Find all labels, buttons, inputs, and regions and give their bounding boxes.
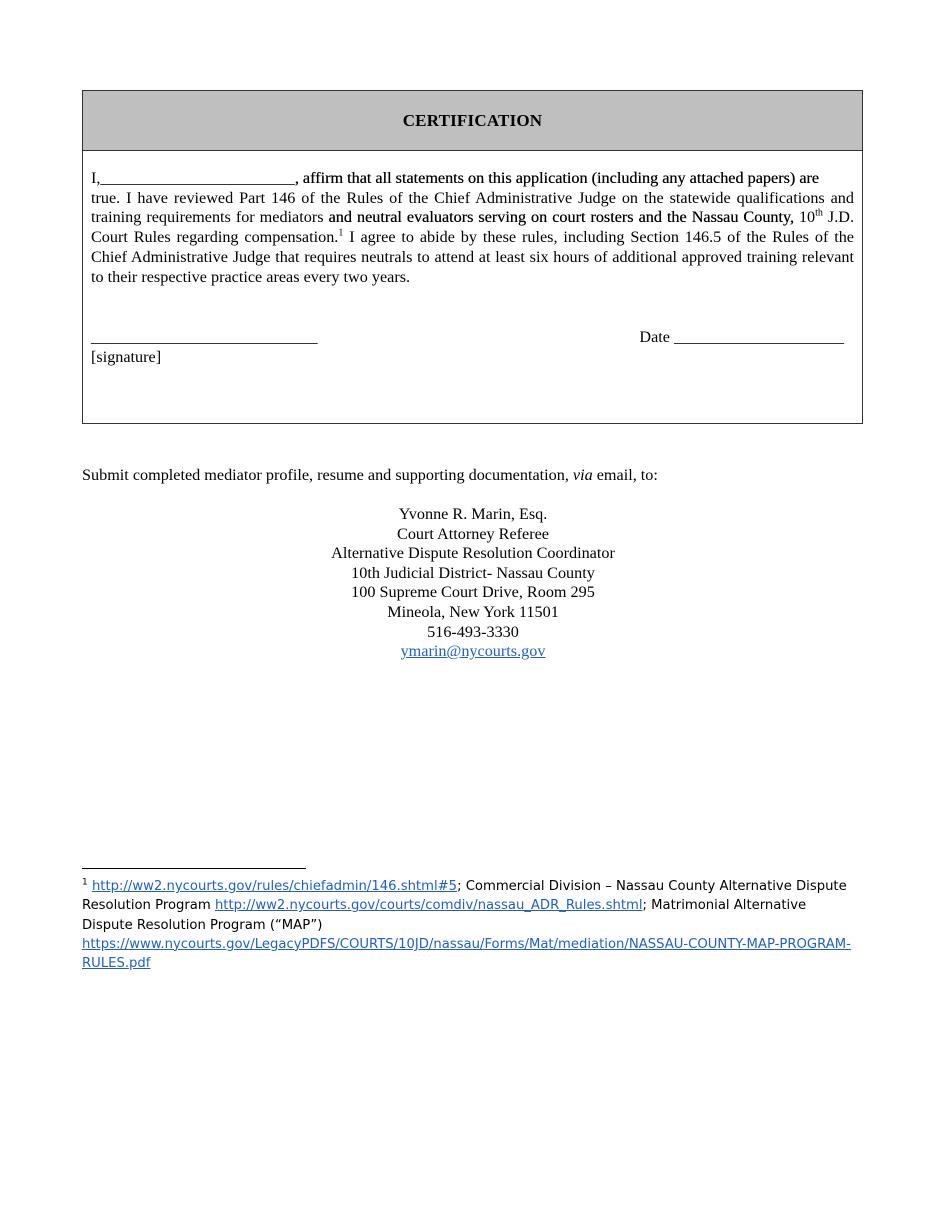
certification-statement	[83, 151, 862, 287]
statement-text-1: true. I have reviewed Part 146 of the Rules of the Chief Administrative Judge on the statewide qualifications and training requirements for mediators	[91, 188, 854, 227]
certification-box	[82, 90, 863, 424]
contact-address	[0, 505, 946, 662]
certification-title: CERTIFICATION	[83, 91, 862, 151]
statement-text-4: I agree to abide by these rules, including Section 146.5 of the Rules of the Chief Administrative Judge that requires neutrals to attend at least six hours of additional approved training relevant to their respective practice areas every two years.	[91, 228, 854, 286]
submission-text: Submit completed mediator profile, resume and supporting documentation,	[82, 466, 573, 484]
ordinal-suffix: th	[815, 208, 823, 220]
contact-district: 10th Judicial District- Nassau County	[351, 563, 595, 582]
footnote-number: 1	[82, 877, 88, 888]
statement-text-3b: J.D. Court Rules regarding compensation.	[91, 208, 855, 247]
submission-instructions	[82, 465, 658, 485]
date-field[interactable]	[639, 327, 844, 347]
statement-text-3: 10	[793, 208, 816, 227]
signature-line[interactable]: ____________________________	[91, 328, 318, 346]
signature-label: [signature]	[91, 348, 162, 366]
footnote	[82, 877, 854, 973]
contact-role: Alternative Dispute Resolution Coordinator	[331, 544, 615, 563]
footnote-link-146-rules[interactable]: http://ww2.nycourts.gov/rules/chiefadmin/146.shtml#5	[91, 879, 458, 894]
contact-name: Yvonne R. Marin, Esq.	[398, 505, 548, 523]
statement-text-2: and neutral evaluators serving on court rosters and the Nassau County,	[323, 208, 794, 227]
submission-text-end: email, to:	[592, 466, 658, 484]
contact-street: 100 Supreme Court Drive, Room 295	[351, 583, 595, 602]
affirm-text: , affirm that all statements on this application (including any attached papers) are	[294, 169, 819, 187]
name-blank: I,________________________	[91, 169, 295, 187]
footnote-link-adr-rules[interactable]: http://ww2.nycourts.gov/courts/comdiv/nassau_ADR_Rules.shtml	[214, 898, 643, 914]
contact-title: Court Attorney Referee	[397, 524, 549, 543]
contact-city: Mineola, New York 11501	[387, 602, 559, 621]
contact-phone: 516-493-3330	[427, 622, 519, 641]
footnote-text-1: ; Commercial Division – Nassau County Alternative Dispute Resolution Program	[82, 879, 847, 914]
footnote-separator	[82, 868, 306, 869]
contact-email-link[interactable]: ymarin@nycourts.gov	[400, 642, 546, 661]
footnote-link-map-rules[interactable]: https://www.nycourts.gov/LegacyPDFS/COURTS/10JD/nassau/Forms/Mat/mediation/NASSAU-COUNTY-MAP-PROGRAM-RULES.pdf	[82, 936, 851, 972]
footnote-text-2: ; Matrimonial Alternative Dispute Resolution Program (“MAP”)	[82, 898, 807, 933]
date-label: Date	[639, 328, 670, 346]
submission-via: via	[572, 466, 593, 484]
date-line: _____________________	[674, 328, 844, 346]
footnote-ref: 1	[338, 227, 344, 239]
